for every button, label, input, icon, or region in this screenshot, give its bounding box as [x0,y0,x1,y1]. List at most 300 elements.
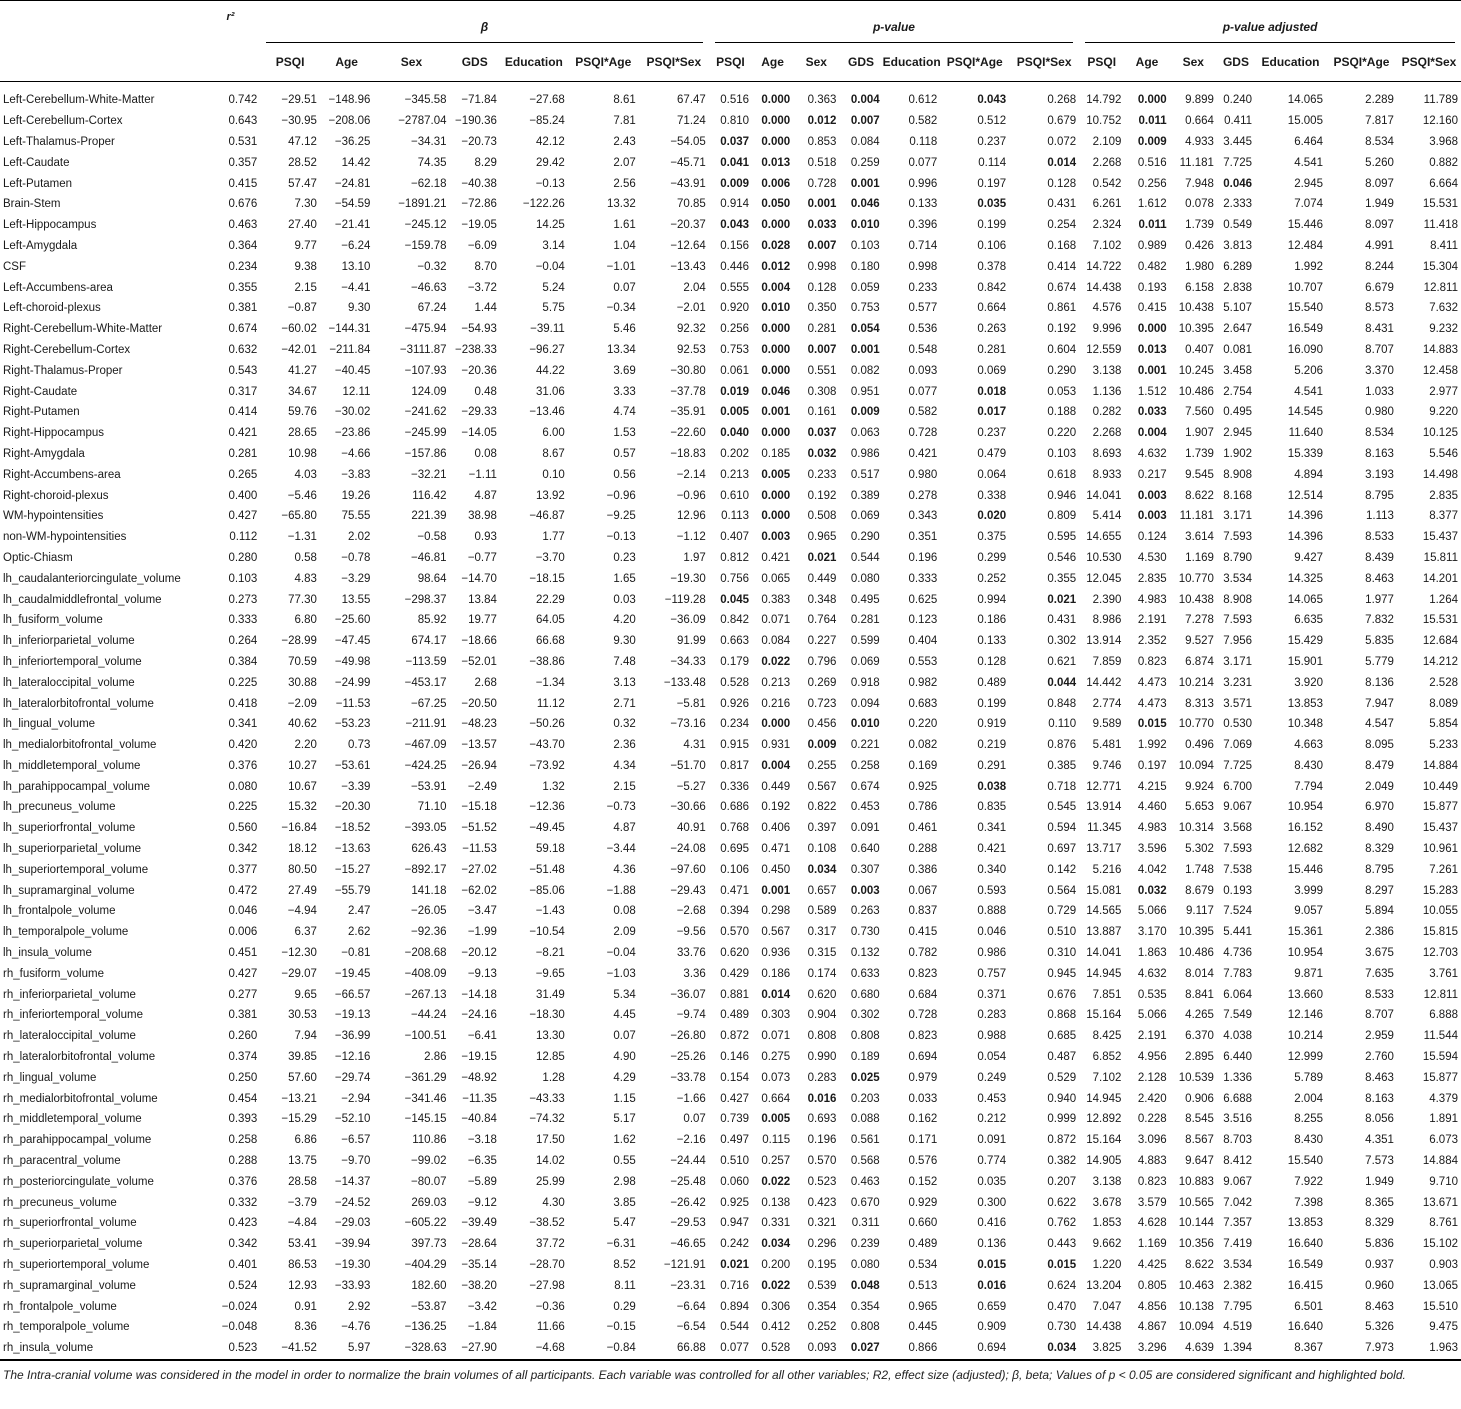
beta-value: −113.59 [405,655,447,668]
pvalue-label: p-value [872,20,915,34]
p-adjusted-value: 8.463 [1365,1300,1394,1313]
p-adjusted-value: 3.675 [1365,947,1394,960]
p-value: 0.529 [1047,1071,1077,1084]
beta-value: 8.11 [614,1279,636,1292]
p-adjusted-value: 3.968 [1429,135,1458,148]
p-value: 0.216 [761,697,791,710]
p-value: 0.007 [807,239,837,252]
beta-value: 33.76 [677,947,706,960]
p-value: 0.694 [908,1051,938,1064]
p-value: 0.046 [761,385,791,398]
r2-value: 0.342 [228,843,258,856]
p-value: 0.716 [720,1279,750,1292]
p-value: 0.005 [761,468,791,481]
beta-value: 4.87 [474,489,497,502]
p-value: 0.080 [850,1259,880,1272]
p-adjusted-value: 7.357 [1223,1217,1253,1230]
p-adjusted-value: 8.136 [1365,676,1394,689]
p-adjusted-value: 10.245 [1178,364,1214,377]
p-value: 0.017 [977,406,1007,419]
p-value: 0.544 [720,1321,750,1334]
p-value: 0.071 [761,1030,791,1043]
beta-value: −341.46 [404,1092,447,1105]
p-adjusted-value: 3.571 [1223,697,1253,710]
p-value: 0.881 [720,988,750,1001]
p-value: 0.567 [807,780,837,793]
beta-value: −41.52 [281,1342,317,1355]
beta-value: −27.02 [461,863,497,876]
p-adjusted-value: 14.722 [1086,260,1122,273]
beta-value: −2.09 [287,697,317,710]
table-row [0,1234,1461,1255]
r2-value: 0.103 [228,572,258,585]
beta-value: 1.28 [542,1071,565,1084]
beta-value: 7.81 [613,115,636,128]
p-value: 0.786 [908,801,938,814]
p-adjusted-value: 2.774 [1092,697,1122,710]
p-value: 0.986 [977,947,1007,960]
p-value: 0.449 [807,572,837,585]
p-adjusted-value: 10.055 [1422,905,1458,918]
p-adjusted-value: 12.160 [1422,115,1458,128]
p-adjusted-value: 7.074 [1294,198,1323,211]
p-value: 0.237 [977,135,1007,148]
beta-value: 0.23 [613,551,636,564]
beta-value: 59.18 [536,843,565,856]
beta-value: 2.04 [683,281,706,294]
region-name: lh_lateralorbitofrontal_volume [3,697,154,710]
beta-value: −3.70 [535,551,565,564]
beta-value: −32.21 [411,468,447,481]
p-adjusted-value: 12.458 [1422,364,1458,377]
beta-value: −29.51 [281,94,317,107]
p-adjusted-value: 14.884 [1422,1155,1458,1168]
beta-value: −0.04 [535,260,565,273]
beta-value: 4.90 [613,1051,636,1064]
p-value: 0.009 [850,406,880,419]
p-value: 0.054 [977,1051,1007,1064]
p-adjusted-value: 0.407 [1185,343,1214,356]
beta-value: 124.09 [411,385,447,398]
table-row [0,984,1461,1005]
p-adjusted-value: 8.313 [1185,697,1214,710]
p-value: 0.001 [761,406,791,419]
p-value: 0.920 [720,302,750,315]
p-adjusted-value: 10.438 [1178,593,1214,606]
table-row [0,859,1461,880]
beta-value: 30.88 [288,676,317,689]
beta-value: −133.48 [663,676,706,689]
p-value: 0.487 [1047,1051,1077,1064]
p-value: 0.810 [720,115,750,128]
p-value: 0.010 [761,302,791,315]
p-value: 0.396 [908,219,938,232]
beta-value: −9.12 [467,1196,497,1209]
p-value: 0.683 [908,697,938,710]
p-adjusted-value: 1.033 [1365,385,1394,398]
p-adjusted-value: 2.382 [1223,1279,1253,1292]
beta-value: −13.21 [281,1092,317,1105]
beta-value: 11.12 [536,697,565,710]
region-name: Left-choroid-plexus [3,302,101,315]
p-adjusted-value: 3.614 [1185,531,1214,544]
p-value: 0.219 [977,739,1007,752]
p-adjusted-value: 7.725 [1223,759,1253,772]
p-value: 0.354 [850,1300,880,1313]
r2-value: 0.046 [228,905,258,918]
beta-value: −29.33 [461,406,497,419]
table-row [0,589,1461,610]
p-value: 0.764 [807,614,837,627]
p-adjusted-value: 10.094 [1178,759,1214,772]
beta-value: 0.48 [474,385,497,398]
beta-value: −85.06 [529,884,565,897]
p-value: 0.059 [850,281,880,294]
p-adjusted-value: 7.947 [1365,697,1394,710]
p-value: 0.914 [720,198,750,211]
p-value: 0.861 [1047,302,1077,315]
beta-value: −13.43 [670,260,706,273]
p-adjusted-value: 7.783 [1223,967,1253,980]
table-row [0,111,1461,132]
beta-value: −475.94 [404,323,447,336]
beta-value: −28.99 [281,635,317,648]
beta-value: 39.85 [288,1051,317,1064]
beta-value: −19.13 [334,1009,371,1022]
beta-value: −424.25 [404,759,447,772]
p-value: 0.197 [977,177,1007,190]
p-adjusted-value: 14.201 [1422,572,1458,585]
beta-value: −6.41 [467,1030,497,1043]
p-value: 0.103 [850,239,880,252]
p-adjusted-value: 9.427 [1294,551,1323,564]
p-value: 0.909 [977,1321,1007,1334]
beta-value: −208.68 [404,947,447,960]
p-adjusted-value: 6.688 [1223,1092,1253,1105]
table-row [0,444,1461,465]
p-adjusted-value: 8.412 [1223,1155,1253,1168]
p-adjusted-value: 6.679 [1365,281,1394,294]
p-adjusted-value: 8.795 [1365,489,1394,502]
p-adjusted-value: 7.261 [1429,863,1458,876]
p-value: 0.757 [977,967,1007,980]
r2-value: 0.112 [229,531,258,544]
p-value: 0.853 [807,135,837,148]
table-row [0,1130,1461,1151]
p-adjusted-value: 6.700 [1223,780,1253,793]
p-value: 0.256 [720,323,750,336]
body-spacer [0,82,1461,91]
beta-value: −148.96 [328,94,371,107]
p-adjusted-value: 0.078 [1185,198,1214,211]
beta-value: 34.67 [288,385,317,398]
p-value: 0.872 [720,1030,750,1043]
p-adjusted-value: 3.761 [1429,967,1458,980]
p-value: 0.919 [977,718,1007,731]
beta-value: −238.33 [455,343,497,356]
beta-value: −30.95 [281,115,317,128]
beta-value: 42.12 [536,135,565,148]
p-value: 0.988 [977,1030,1007,1043]
r2-value: 0.427 [228,510,258,523]
p-value: 0.077 [720,1342,750,1355]
p-adjusted-value: 2.420 [1137,1092,1167,1105]
beta-value: −73.16 [670,718,706,731]
p-value: 0.495 [850,593,880,606]
region-name: rh_lateraloccipital_volume [3,1030,136,1043]
beta-value: 2.15 [613,780,636,793]
p-adjusted-value: 8.365 [1365,1196,1394,1209]
p-adjusted-value: 14.396 [1287,531,1323,544]
beta-value: −12.30 [281,947,317,960]
beta-value: −3.42 [467,1300,497,1313]
beta-value: 4.31 [683,739,706,752]
p-value: 0.091 [977,1134,1007,1147]
p-adjusted-value: 4.867 [1137,1321,1167,1334]
padj-subheader-education: Education [1261,55,1320,69]
region-name: Left-Caudate [3,156,70,169]
beta-value: 98.64 [417,572,447,585]
p-adjusted-value: 8.795 [1365,863,1394,876]
beta-value: 31.06 [536,385,565,398]
beta-value: 10.27 [288,759,317,772]
p-adjusted-value: 0.000 [1137,323,1167,336]
p-value: 0.333 [908,572,938,585]
p-adjusted-value: 3.096 [1137,1134,1167,1147]
p-value: 0.315 [807,947,837,960]
p-adjusted-value: 10.486 [1178,385,1214,398]
beta-value: −26.94 [461,759,497,772]
p-adjusted-value: 2.324 [1092,219,1122,232]
p-value: 0.918 [850,676,880,689]
p-adjusted-value: 12.146 [1287,1009,1323,1022]
beta-value: −25.48 [670,1175,706,1188]
p-value: 0.610 [720,489,750,502]
p-value: 0.044 [1047,676,1077,689]
p-value: 0.296 [807,1238,837,1251]
p-value: 0.300 [977,1196,1007,1209]
beta-value: 13.75 [288,1155,317,1168]
p-adjusted-value: 16.090 [1287,343,1323,356]
beta-subheader-gds: GDS [461,55,488,69]
r2-value: 0.531 [228,135,258,148]
p-adjusted-value: 15.361 [1287,926,1323,939]
beta-value: −18.30 [529,1009,565,1022]
p-adjusted-value: 14.438 [1086,1321,1122,1334]
beta-value: −54.93 [461,323,497,336]
p-value: 0.045 [720,593,750,606]
beta-value: −39.11 [530,323,565,336]
p-adjusted-value: 15.339 [1287,447,1323,460]
p-adjusted-value: 8.533 [1365,531,1394,544]
beta-value: −1.31 [287,531,317,544]
beta-value: 71.10 [417,801,447,814]
beta-value: −6.31 [606,1238,636,1251]
p-adjusted-value: 14.498 [1422,468,1458,481]
beta-value: 2.98 [613,1175,636,1188]
beta-value: 85.92 [417,614,447,627]
p-adjusted-value: 4.379 [1429,1092,1458,1105]
beta-value: 2.47 [348,905,371,918]
table-row [0,1275,1461,1296]
beta-value: −71.84 [461,94,497,107]
p-value: 0.567 [761,926,791,939]
p-adjusted-value: 8.841 [1185,988,1214,1001]
p-adjusted-value: 8.089 [1429,697,1458,710]
p-value: 0.263 [977,323,1007,336]
beta-value: −25.60 [334,614,371,627]
table-row [0,818,1461,839]
beta-value: −26.05 [411,905,447,918]
p-value: 0.842 [720,614,750,627]
p-adjusted-value: 16.152 [1287,822,1323,835]
p-adjusted-value: 4.215 [1137,780,1167,793]
beta-value: 17.50 [536,1134,565,1147]
p-adjusted-value: 7.102 [1092,1071,1122,1084]
beta-value: 28.65 [288,427,317,440]
beta-value: −2.68 [676,905,706,918]
p-value: 0.518 [807,156,837,169]
p-value: 0.929 [908,1196,938,1209]
p-value: 0.633 [850,967,880,980]
beta-value: −43.33 [529,1092,565,1105]
p-value: 0.192 [1047,323,1077,336]
beta-value: 141.18 [411,884,447,897]
p-adjusted-value: 14.396 [1287,510,1323,523]
p-adjusted-value: 9.545 [1185,468,1214,481]
p-adjusted-value: 7.948 [1185,177,1214,190]
beta-value: −1.84 [467,1321,497,1334]
p-value: 0.212 [977,1113,1007,1126]
p-value: 0.676 [1047,988,1077,1001]
beta-value: −73.92 [529,759,565,772]
beta-value: −0.96 [676,489,706,502]
p-adjusted-value: 0.530 [1223,718,1253,731]
p-adjusted-value: 8.463 [1365,572,1394,585]
beta-value: −3.47 [467,905,497,918]
p-adjusted-value: 7.593 [1223,531,1253,544]
beta-value: 8.36 [294,1321,317,1334]
p-adjusted-value: 12.892 [1086,1113,1122,1126]
p-adjusted-value: 11.418 [1423,219,1458,232]
p-adjusted-value: 5.894 [1365,905,1394,918]
p-value: 0.237 [977,427,1007,440]
p-value: 0.106 [720,863,750,876]
beta-value: 9.38 [294,260,317,273]
p-adjusted-value: 12.811 [1423,988,1458,1001]
p-adjusted-value: 0.903 [1429,1259,1458,1272]
region-name: lh_superiorfrontal_volume [3,822,136,835]
p-adjusted-value: 6.852 [1092,1051,1122,1064]
p-value: 0.288 [908,843,938,856]
beta-value: 269.03 [411,1196,447,1209]
beta-value: −20.36 [461,364,497,377]
beta-value: 67.47 [677,94,706,107]
beta-value: −48.23 [461,718,497,731]
p-adjusted-value: 12.484 [1287,239,1323,252]
p-value: 0.982 [908,676,938,689]
p-value: 0.620 [720,947,750,960]
table-row [0,527,1461,548]
p-value: 0.009 [807,739,837,752]
p-adjusted-value: 4.541 [1294,385,1323,398]
p-value: 0.397 [807,822,837,835]
beta-value: −29.74 [334,1071,371,1084]
beta-value: −190.36 [455,115,497,128]
p-value: 0.808 [850,1030,880,1043]
r2-value: 0.523 [228,1342,258,1355]
beta-value: 6.37 [294,926,317,939]
beta-value: 31.49 [536,988,565,1001]
p-value: 0.471 [720,884,750,897]
p-adjusted-value: 6.289 [1223,260,1253,273]
p-adjusted-value: 4.632 [1137,447,1167,460]
beta-value: 53.41 [288,1238,317,1251]
p-value: 0.311 [851,1217,880,1230]
region-name: rh_temporalpole_volume [3,1321,130,1334]
p-value: 0.548 [908,343,938,356]
region-name: lh_superiortemporal_volume [3,863,149,876]
region-name: lh_middletemporal_volume [3,759,141,772]
p-adjusted-value: 8.439 [1365,551,1394,564]
p-adjusted-value: 15.164 [1086,1134,1122,1147]
p-value: 0.199 [977,219,1007,232]
p-value: 0.310 [1047,947,1077,960]
p-value: 0.489 [977,676,1007,689]
p-value: 0.694 [977,1342,1007,1355]
p-value: 0.421 [908,447,938,460]
p-value: 0.523 [807,1175,837,1188]
p-adjusted-value: 7.398 [1294,1196,1323,1209]
p-adjusted-value: 3.138 [1092,1175,1122,1188]
p-value: 0.093 [807,1342,837,1355]
p-adjusted-value: 4.856 [1137,1300,1167,1313]
table-row [0,1317,1461,1338]
p-adjusted-value: 8.790 [1223,551,1253,564]
p-value: 0.999 [1047,1113,1077,1126]
p-value: 0.980 [908,468,938,481]
p-adjusted-value: 2.945 [1294,177,1323,190]
p-adjusted-value: 14.065 [1287,593,1323,606]
beta-value: 3.85 [613,1196,636,1209]
p-adjusted-value: 0.542 [1092,177,1122,190]
p-value: 0.110 [1048,718,1077,731]
beta-value: −211.91 [405,718,447,731]
p-value: 0.180 [850,260,880,273]
p-adjusted-value: 7.573 [1365,1155,1394,1168]
p-adjusted-value: 7.973 [1365,1342,1394,1355]
p-value: 0.382 [1047,1155,1077,1168]
beta-value: −1.43 [535,905,565,918]
p-adjusted-value: 16.549 [1287,323,1323,336]
beta-value: 0.56 [613,468,636,481]
beta-value: −24.99 [334,676,371,689]
p-adjusted-value: 14.065 [1287,94,1323,107]
region-name: Optic-Chiasm [3,551,73,564]
beta-value: −13.57 [461,739,497,752]
beta-value: −119.28 [664,593,706,606]
p-adjusted-value: 2.945 [1223,427,1253,440]
region-name: WM-hypointensities [3,510,104,523]
p-value: 0.302 [1047,635,1077,648]
p-adjusted-value: 1.136 [1092,385,1122,398]
r2-value: 0.632 [228,343,258,356]
beta-value: −20.50 [461,697,497,710]
region-name: lh_caudalmiddlefrontal_volume [3,593,162,606]
p-adjusted-value: 5.233 [1429,739,1458,752]
p-adjusted-value: 5.481 [1092,739,1122,752]
p-adjusted-value: 15.283 [1422,884,1458,897]
